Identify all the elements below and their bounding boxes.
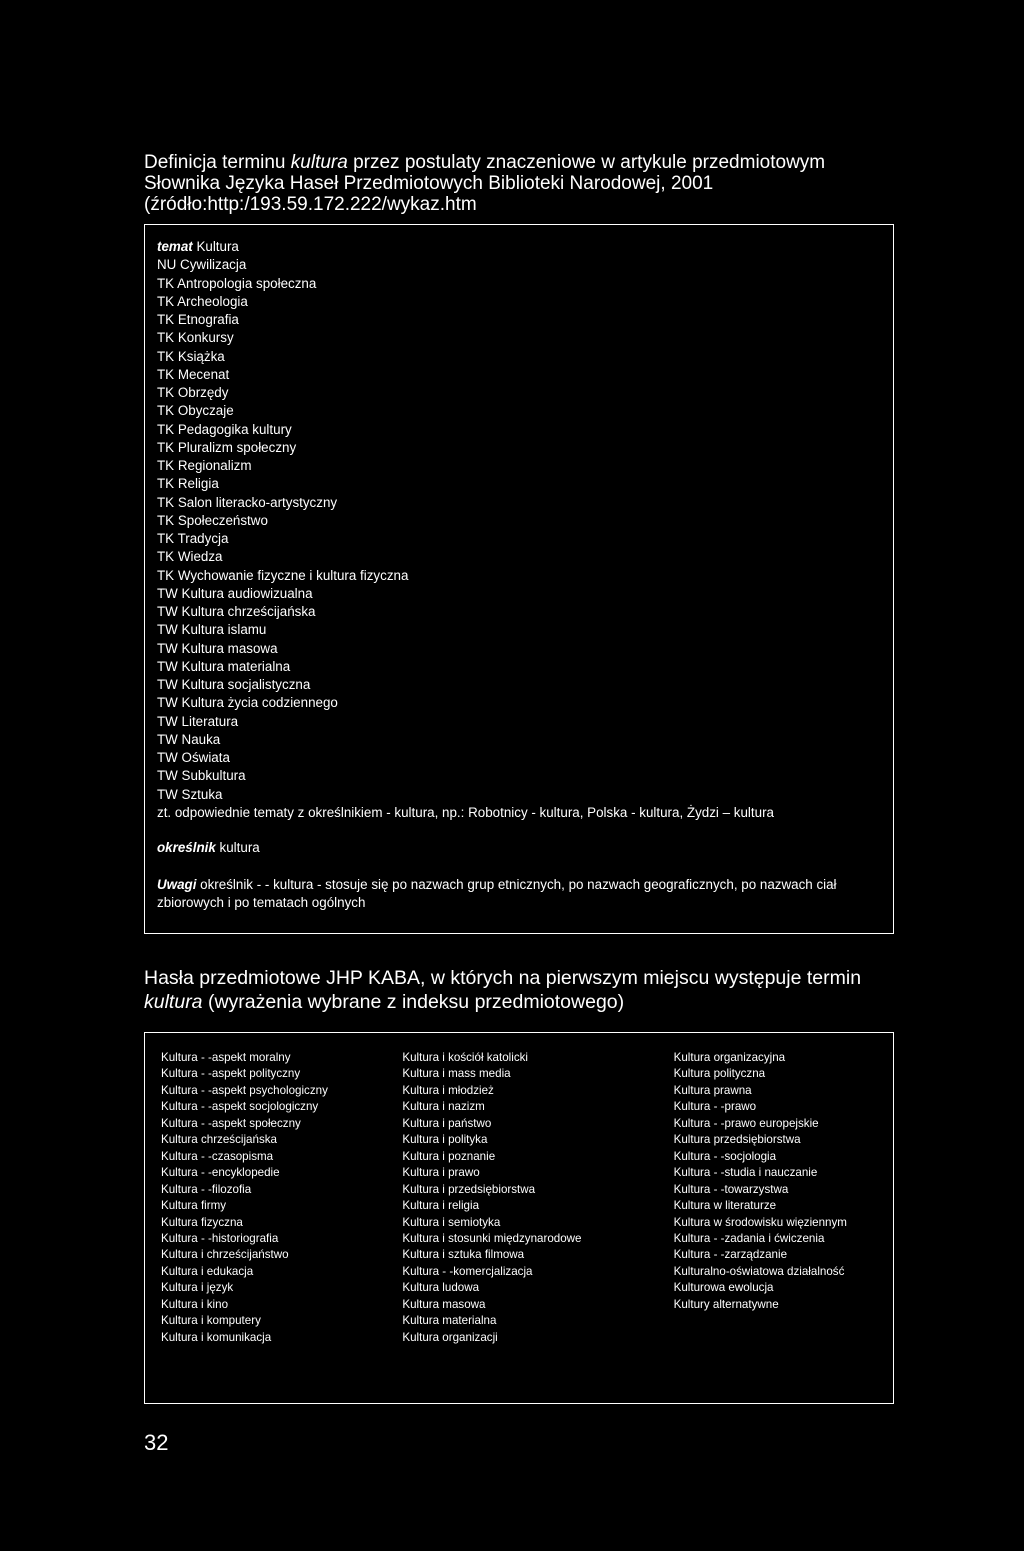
entry-line: zt. odpowiednie tematy z określnikiem - kultura, np.: Robotnicy - kultura, Polska - kultura, Żydzi – kultura — [157, 804, 774, 820]
entry-line: TK Archeologia — [157, 293, 248, 309]
subject-heading-item: Kultura i kino — [161, 1297, 229, 1311]
uwagi-text: określnik - - kultura - stosuje się po nazwach grup etnicznych, po nazwach geograficznych, po nazwach ciał zbiorowych i po tematach ogólnych — [157, 877, 837, 911]
subject-heading-item: Kultura przedsiębiorstwa — [673, 1133, 801, 1147]
subject-heading-item: Kultura i mass media — [402, 1067, 511, 1081]
temat-value: Kultura — [192, 239, 239, 254]
subject-heading-item: Kultura ludowa — [402, 1281, 480, 1295]
subject-heading-item: Kultura - -zarządzanie — [673, 1248, 788, 1262]
subject-heading-item: Kultura chrześcijańska — [161, 1133, 277, 1147]
subject-heading-item: Kultura - -aspekt moralny — [161, 1051, 291, 1064]
subject-heading-item: Kultury alternatywne — [673, 1297, 779, 1311]
entry-line: TW Subkultura — [157, 768, 246, 784]
uwagi-label: Uwagi — [157, 877, 197, 893]
subject-heading-item: Kultura - -aspekt psychologiczny — [161, 1083, 328, 1097]
subject-headings-box — [144, 1032, 894, 1404]
intro-paragraph — [144, 152, 904, 215]
subject-heading-item: Kultura prawna — [673, 1083, 752, 1097]
okreslnik-line — [157, 839, 893, 857]
headings-column-1 — [161, 1050, 402, 1346]
temat-label: temat — [157, 239, 193, 254]
entry-list — [157, 256, 893, 822]
page-number: 32 — [144, 1430, 169, 1455]
subject-heading-item: Kultura - -aspekt socjologiczny — [161, 1100, 319, 1114]
subject-heading-item: Kultura - -socjologia — [673, 1149, 777, 1163]
subject-heading-item: Kultura w literaturze — [673, 1199, 777, 1213]
entry-line: TK Pluralizm społeczny — [157, 439, 297, 455]
subject-heading-item: Kulturowa ewolucja — [673, 1281, 774, 1295]
heading2-text-2: (wyrażenia wybrane z indeksu przedmiotowego) — [202, 991, 625, 1013]
subject-heading-item: Kultura i komunikacja — [161, 1330, 272, 1344]
headings-column-2 — [402, 1050, 673, 1346]
entry-line: TW Kultura masowa — [157, 640, 278, 656]
subject-heading-item: Kultura i stosunki międzynarodowe — [402, 1231, 582, 1245]
subject-heading-item: Kultura w środowisku więziennym — [673, 1215, 847, 1229]
entry-line: TK Książka — [157, 348, 225, 364]
subject-heading-item: Kultura - -aspekt społeczny — [161, 1116, 301, 1130]
entry-line: TK Społeczeństwo — [157, 512, 268, 528]
intro-text-1: Definicja terminu — [144, 152, 291, 173]
subject-heading-item: Kultura i młodzież — [402, 1083, 494, 1097]
entry-line: TW Sztuka — [157, 786, 223, 802]
subject-heading-item: Kultura i komputery — [161, 1314, 261, 1328]
entry-line: TW Literatura — [157, 713, 239, 729]
subject-heading-item: Kultura i edukacja — [161, 1264, 254, 1278]
subject-heading-item: Kultura polityczna — [673, 1067, 766, 1081]
entry-line: TK Wychowanie fizyczne i kultura fizyczna — [157, 567, 409, 583]
entry-line: TK Etnografia — [157, 312, 239, 327]
entry-line: TK Konkursy — [157, 330, 234, 346]
entry-line: TK Obrzędy — [157, 385, 229, 400]
subject-heading-item: Kultura organizacji — [402, 1330, 498, 1344]
subject-heading-item: Kultura i religia — [402, 1199, 480, 1213]
subject-heading-item: Kultura i język — [161, 1281, 234, 1295]
entry-line: TW Oświata — [157, 750, 230, 765]
entry-line: TW Kultura życia codziennego — [157, 695, 338, 711]
entry-line: TK Mecenat — [157, 366, 230, 382]
subject-heading-item: Kultura organizacyjna — [673, 1051, 786, 1064]
entry-line: TW Kultura islamu — [157, 622, 267, 638]
subject-heading-item: Kultura - -encyklopedie — [161, 1166, 280, 1180]
subject-heading-item: Kultura - -aspekt polityczny — [161, 1067, 301, 1081]
subject-heading-item: Kultura firmy — [161, 1199, 227, 1213]
subject-heading-item: Kultura i prawo — [402, 1166, 480, 1180]
subject-heading-item: Kulturalno-oświatowa działalność — [673, 1264, 845, 1278]
subject-heading-item: Kultura - -historiografia — [161, 1231, 279, 1245]
heading2-term: kultura — [144, 991, 203, 1013]
subject-heading-item: Kultura fizyczna — [161, 1215, 243, 1229]
entry-line: TK Religia — [157, 476, 219, 492]
subject-heading-item: Kultura masowa — [402, 1297, 486, 1311]
entry-line: TW Kultura socjalistyczna — [157, 677, 311, 692]
subject-heading-item: Kultura - -zadania i ćwiczenia — [673, 1231, 825, 1245]
temat-line — [157, 238, 893, 256]
entry-line: TK Obyczaje — [157, 403, 234, 419]
entry-line: TK Salon literacko-artystyczny — [157, 494, 338, 510]
heading2-text-1: Hasła przedmiotowe JHP KABA, w których na pierwszym miejscu występuje termin — [144, 967, 862, 989]
subject-heading-item: Kultura - -czasopisma — [161, 1149, 274, 1163]
subject-heading-item: Kultura i nazizm — [402, 1100, 485, 1114]
subject-heading-item: Kultura i sztuka filmowa — [402, 1248, 525, 1262]
subject-heading-item: Kultura i chrześcijaństwo — [161, 1248, 289, 1262]
subject-heading-item: Kultura - -studia i nauczanie — [673, 1166, 818, 1180]
intro-text-2: przez postulaty znaczeniowe w artykule przedmiotowym Słownika Języka Haseł Przedmiotowych Biblioteki Narodowej, 2001 (źródło:http:/193.59.172.222/wykaz.htm — [144, 152, 826, 215]
entry-line: TK Regionalizm — [157, 458, 252, 473]
entry-line: TW Nauka — [157, 731, 221, 747]
subject-heading-item: Kultura i kościół katolicki — [402, 1051, 528, 1064]
subject-heading-item: Kultura - -towarzystwa — [673, 1182, 789, 1196]
okreslnik-value: kultura — [215, 840, 260, 855]
uwagi-note — [157, 876, 877, 912]
okreslnik-label: określnik — [157, 840, 216, 855]
subject-heading-item: Kultura i polityka — [402, 1133, 488, 1147]
entry-line: TK Pedagogika kultury — [157, 421, 292, 437]
entry-line: TK Tradycja — [157, 531, 229, 546]
subject-heading-item: Kultura i semiotyka — [402, 1215, 501, 1229]
entry-line: TW Kultura audiowizualna — [157, 585, 313, 601]
intro-term: kultura — [290, 152, 348, 173]
headings-column-3 — [674, 1050, 893, 1346]
entry-line: TK Antropologia społeczna — [157, 275, 317, 291]
subject-heading-item: Kultura i poznanie — [402, 1149, 496, 1163]
entry-line: TK Wiedza — [157, 549, 223, 565]
subject-heading-item: Kultura - -prawo europejskie — [673, 1116, 819, 1130]
subject-heading-item: Kultura materialna — [402, 1314, 497, 1328]
entry-line: TW Kultura chrześcijańska — [157, 604, 316, 619]
subject-heading-item: Kultura - -filozofia — [161, 1182, 252, 1196]
entry-line: TW Kultura materialna — [157, 658, 291, 674]
definition-box — [144, 224, 894, 934]
subject-heading-item: Kultura i państwo — [402, 1116, 492, 1130]
entry-line: NU Cywilizacja — [157, 257, 247, 273]
subject-heading-item: Kultura i przedsiębiorstwa — [402, 1182, 536, 1196]
subject-heading-item: Kultura - -komercjalizacja — [402, 1264, 533, 1278]
subject-headings-heading — [144, 966, 904, 1014]
subject-heading-item: Kultura - -prawo — [673, 1100, 757, 1114]
